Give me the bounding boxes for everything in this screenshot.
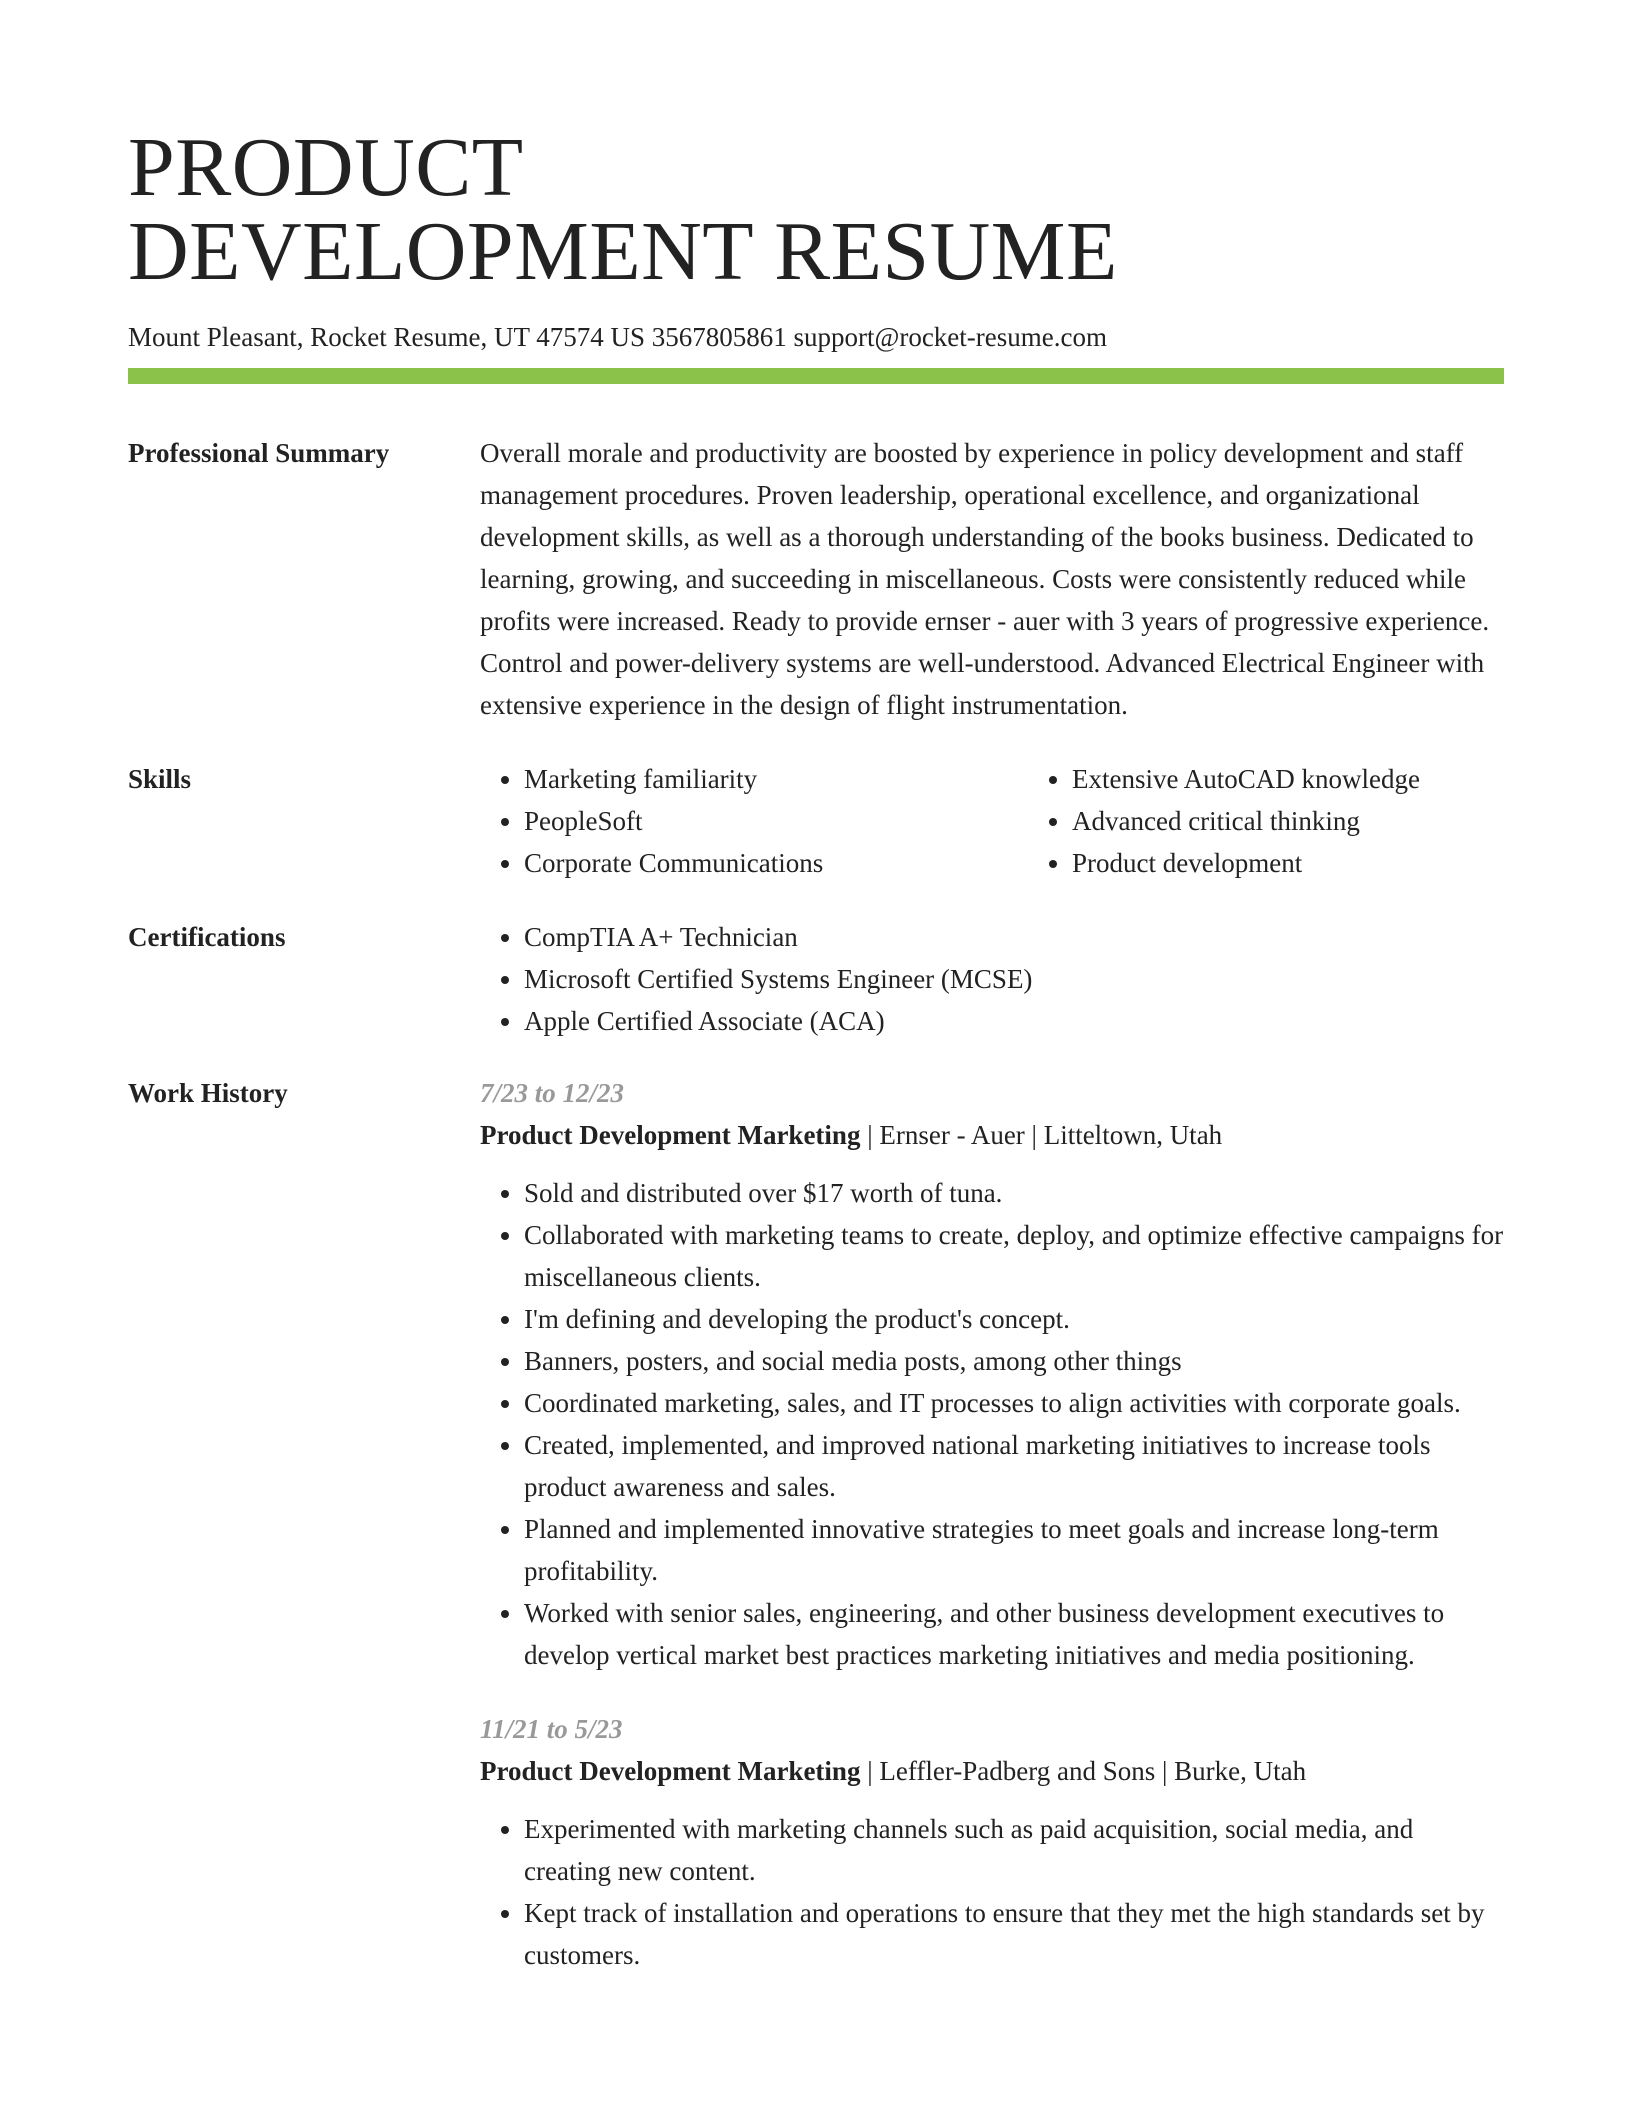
accent-divider — [128, 368, 1504, 384]
skill-item: • Product development — [1072, 842, 1504, 884]
job-bullet: • Experimented with marketing channels such as paid acquisition, social media, and creating new content. — [524, 1808, 1504, 1892]
job-bullets — [480, 1808, 1504, 1976]
job-bullet: • Worked with senior sales, engineering, and other business development executives to develop vertical market best practices marketing initiatives and media positioning. — [524, 1592, 1504, 1676]
work-history-section — [128, 1072, 1504, 1976]
summary-heading: Professional Summary — [128, 438, 390, 468]
job-header — [480, 1750, 1504, 1792]
resume-title — [128, 0, 1504, 298]
summary-section — [128, 432, 1504, 726]
job-bullet: • Kept track of installation and operations to ensure that they met the high standards set by customers. — [524, 1892, 1504, 1976]
job-bullet: • Planned and implemented innovative strategies to meet goals and increase long-term profitability. — [524, 1508, 1504, 1592]
skills-grid — [480, 758, 1504, 884]
certifications-section — [128, 916, 1504, 1042]
job-title: Product Development Marketing — [480, 1756, 861, 1786]
work-history-body — [480, 1072, 1504, 1976]
certifications-list — [480, 916, 1504, 1042]
resume-title-line-1: PRODUCT — [128, 121, 524, 214]
skill-item: • Corporate Communications — [524, 842, 1028, 884]
job-bullet: • Sold and distributed over $17 worth of tuna. — [524, 1172, 1504, 1214]
job-bullets — [480, 1172, 1504, 1676]
job-bullet: • Created, implemented, and improved national marketing initiatives to increase tools product awareness and sales. — [524, 1424, 1504, 1508]
resume-page — [128, 0, 1504, 1976]
job-dates: 11/21 to 5/23 — [480, 1714, 623, 1744]
job-title: Product Development Marketing — [480, 1120, 861, 1150]
skill-item: • Advanced critical thinking — [1072, 800, 1504, 842]
job-bullet: • Banners, posters, and social media posts, among other things — [524, 1340, 1504, 1382]
job-entry — [480, 1708, 1504, 1976]
skill-item: • PeopleSoft — [524, 800, 1028, 842]
skills-heading: Skills — [128, 764, 192, 794]
resume-title-line-2: DEVELOPMENT RESUME — [128, 205, 1118, 298]
skill-item: • Extensive AutoCAD knowledge — [1072, 758, 1504, 800]
job-details: | Ernser - Auer | Litteltown, Utah — [860, 1120, 1223, 1150]
job-header — [480, 1114, 1504, 1156]
skills-section — [128, 758, 1504, 884]
job-bullet: • Coordinated marketing, sales, and IT processes to align activities with corporate goals. — [524, 1382, 1504, 1424]
certification-item: • CompTIA A+ Technician — [524, 916, 1504, 958]
job-bullet: • Collaborated with marketing teams to create, deploy, and optimize effective campaigns for miscellaneous clients. — [524, 1214, 1504, 1298]
work-history-heading: Work History — [128, 1078, 288, 1108]
contact-info: Mount Pleasant, Rocket Resume, UT 47574 US 3567805861 support@rocket-resume.com — [128, 322, 1107, 352]
job-bullet: • I'm defining and developing the product's concept. — [524, 1298, 1504, 1340]
certification-item: • Apple Certified Associate (ACA) — [524, 1000, 1504, 1042]
certifications-body — [480, 916, 1504, 1042]
job-entry — [480, 1072, 1504, 1676]
skills-list-right — [1028, 758, 1504, 884]
skill-item: • Marketing familiarity — [524, 758, 1028, 800]
summary-text: Overall morale and productivity are boosted by experience in policy development and staff management procedures. Proven leadership, operational excellence, and organizational development skills, as well as a thorough understanding of the books business. Dedicated to learning, growing, and succeeding in miscellaneous. Costs were consistently reduced while profits were increased. Ready to provide ernser - auer with 3 years of progressive experience. Control and power-delivery systems are well-understood. Advanced Electrical Engineer with extensive experience in the design of flight instrumentation. — [480, 438, 1490, 720]
certification-item: • Microsoft Certified Systems Engineer (MCSE) — [524, 958, 1504, 1000]
skills-list-left — [480, 758, 1028, 884]
certifications-heading: Certifications — [128, 922, 286, 952]
job-dates: 7/23 to 12/23 — [480, 1078, 625, 1108]
job-details: | Leffler-Padberg and Sons | Burke, Utah — [860, 1756, 1307, 1786]
